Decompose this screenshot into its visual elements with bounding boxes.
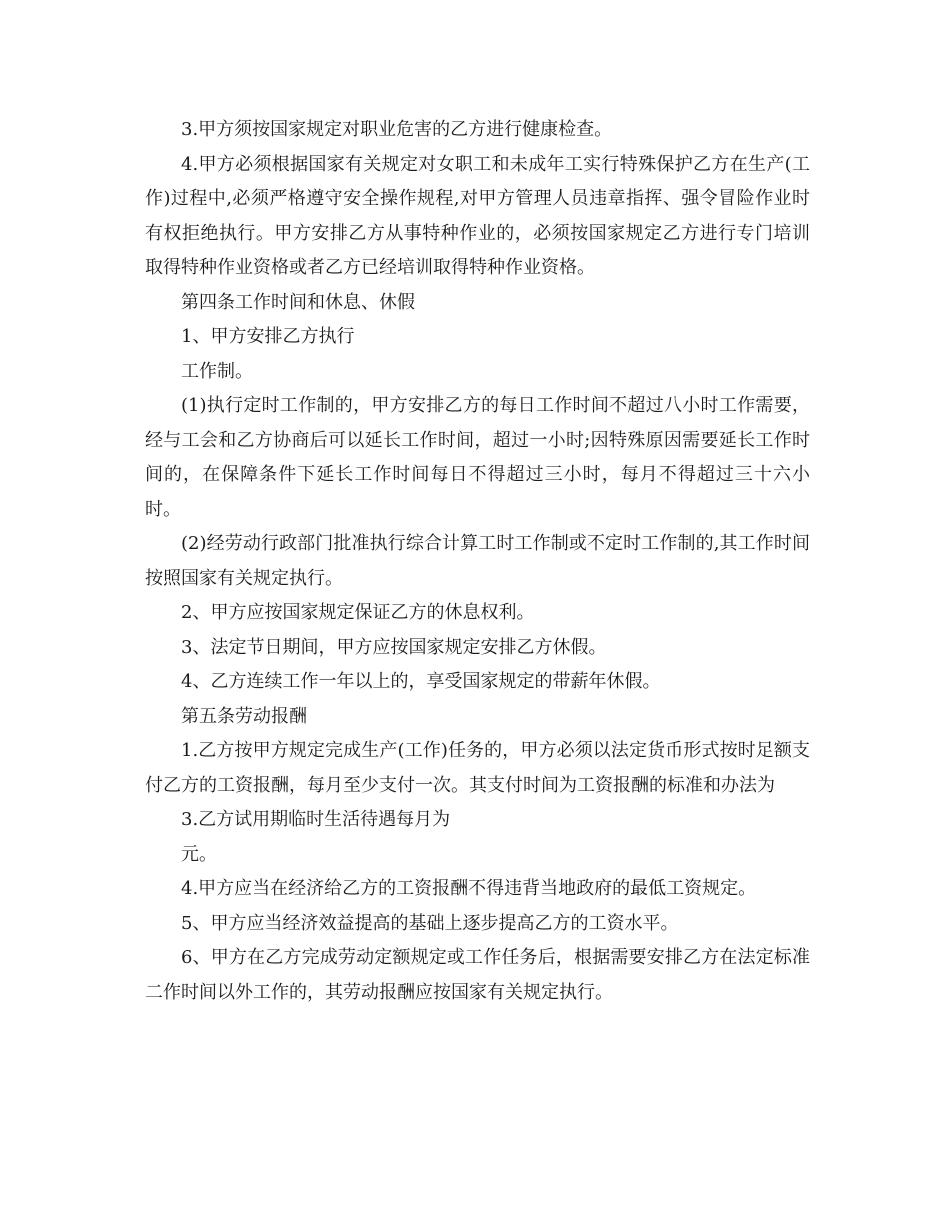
paragraph-holidays: 3、法定节日期间，甲方应按国家规定安排乙方休假。 — [181, 636, 607, 658]
paragraph-health-check: 3.甲方须按国家规定对职业危害的乙方进行健康检查。 — [181, 119, 613, 140]
paragraph-minimum-wage: 4.甲方应当在经济给乙方的工资报酬不得违背当地政府的最低工资规定。 — [181, 878, 757, 899]
paragraph-fixed-hours: (1)执行定时工作制的，甲方安排乙方的每日工作时间不超过八小时工作需要，经与工会和乙方协商后可以延长工作时间，超过一小时;因特殊原因需要延长工作时间的，在保障条件下延长工作时间每日不得超过三小时，每月不得超过三十六小时。 — [145, 395, 810, 520]
paragraph-work-schedule: 1、甲方安排乙方执行 — [181, 326, 355, 347]
heading-article-4: 第四条工作时间和休息、休假 — [181, 291, 415, 313]
paragraph-overtime-pay: 6、甲方在乙方完成劳动定额规定或工作任务后，根据需要安排乙方在法定标准二作时间以外工作的，其劳动报酬应按国家有关规定执行。 — [145, 947, 810, 1003]
heading-article-5: 第五条劳动报酬 — [181, 705, 307, 727]
paragraph-wage-increase: 5、甲方应当经济效益提高的基础上逐步提高乙方的工资水平。 — [181, 912, 679, 934]
document-body — [145, 113, 810, 1010]
paragraph-flexible-hours: (2)经劳动行政部门批准执行综合计算工时工作制或不定时工作制的,其工作时间按照国家有关规定执行。 — [145, 533, 810, 589]
paragraph-probation-pay: 3.乙方试用期临时生活待遇每月为 — [181, 809, 451, 830]
paragraph-work-system: 工作制。 — [181, 360, 253, 382]
paragraph-annual-leave: 4、乙方连续工作一年以上的，享受国家规定的带薪年休假。 — [181, 671, 661, 692]
paragraph-rest-rights: 2、甲方应按国家规定保证乙方的休息权利。 — [181, 602, 535, 623]
paragraph-wage-payment: 1.乙方按甲方规定完成生产(工作)任务的，甲方必须以法定货币形式按时足额支付乙方的工资报酬，每月至少支付一次。其支付时间为工资报酬的标准和办法为 — [145, 740, 810, 796]
paragraph-probation-unit: 元。 — [181, 843, 217, 865]
paragraph-special-protection: 4.甲方必须根据国家有关规定对女职工和未成年工实行特殊保护乙方在生产(工作)过程中,必须严格遵守安全操作规程,对甲方管理人员违章指挥、强令冒险作业时有权拒绝执行。甲方安排乙方从事特种作业的，必须按国家规定乙方进行专门培训取得特种作业资格或者乙方已经培训取得特种作业资格。 — [145, 153, 810, 278]
